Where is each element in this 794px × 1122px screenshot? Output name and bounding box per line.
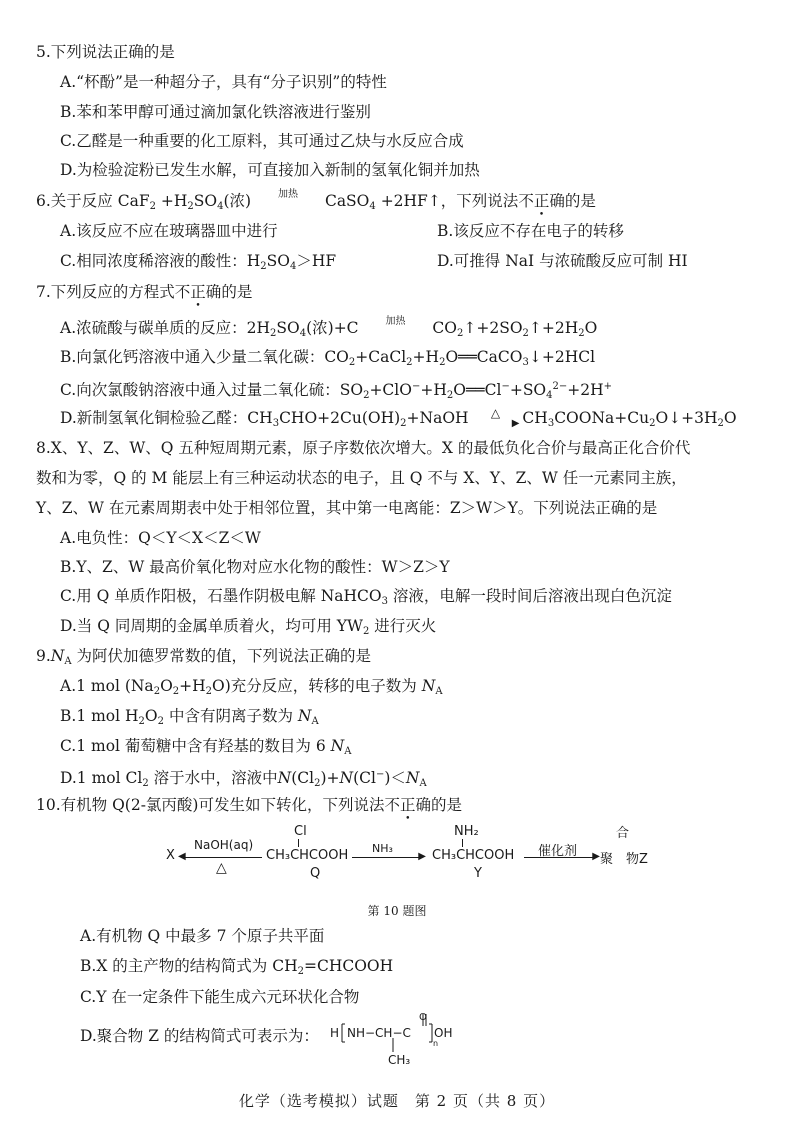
q7-option-b: B.向氯化钙溶液中通入少量二氧化碳：$CO_2+CaCl_2+H_2O══CaCO_3↓+2HCl$ (60, 348, 596, 368)
compound-q-label: Q (310, 866, 321, 881)
q6-stem: 6.关于反应 $CaF_2 +H_2SO_4$(浓) 加热 CaSO$_4$ +2HF↑，下列说法不正确的是 (36, 189, 596, 212)
figure-caption: 第 10 题图 (367, 904, 427, 918)
q8-option-c: C.用 Q 单质作阳极，石墨作阴极电解 NaHCO$_3$ 溶液，电解一段时间后溶液出现白色沉淀 (60, 587, 672, 607)
reagent-nh3: NH₃ (372, 842, 393, 855)
arrow-right-2: ▶ (524, 857, 596, 858)
delta-symbol: △ (216, 860, 227, 876)
svg-text:O: O (419, 1012, 427, 1023)
q10-stem: 10.有机物 Q(2-氯丙酸)可发生如下转化，下列说法不正确的是 (36, 796, 463, 814)
q5-option-a: A.“杯酚”是一种超分子，具有“分子识别”的特性 (60, 73, 387, 91)
emphasis-text: 不正确 (384, 796, 431, 814)
amino-substituent: NH₂ (454, 824, 479, 839)
q6-option-d: D.可推得 NaI 与浓硫酸反应可制 HI (437, 252, 688, 270)
q9-option-d: D.1 mol $Cl_2$ 溶于水中，溶液中$N(Cl_2)+N(Cl^-)<N_A$ (60, 769, 427, 789)
q8-stem-line-1: 8.X、Y、Z、W、Q 五种短周期元素，原子序数依次增大。X 的最低负化合价与最高正化合价代 (36, 439, 691, 457)
q6-option-c: C.相同浓度稀溶液的酸性：$H_2SO_4>HF$ (60, 252, 337, 272)
compound-q-formula: CH₃CHCOOH (266, 848, 349, 863)
compound-x: X (166, 848, 175, 863)
q8-option-d: D.当 Q 同周期的金属单质着火，均可用 $YW_2$ 进行灭火 (60, 617, 437, 637)
q10-option-c: C.Y 在一定条件下能生成六元环状化合物 (80, 988, 360, 1006)
q7-option-c: C.向次氯酸钠溶液中通入过量二氧化硫：$SO_2+ClO^-+H_2O══Cl^-+SO_4^{2-}+2H^+$ (60, 381, 613, 401)
svg-text:CH₃: CH₃ (388, 1053, 411, 1067)
q5-option-b: B.苯和苯甲醇可通过滴加氯化铁溶液进行鉴别 (60, 103, 371, 121)
q9-stem: $9.N_A$ 为阿伏加德罗常数的值，下列说法正确的是 (36, 647, 372, 667)
page-footer: 化学（选考模拟）试题 第 2 页（共 8 页） (238, 1092, 556, 1110)
q5-option-c: C.乙醛是一种重要的化工原料，其可通过乙炔与水反应合成 (60, 132, 464, 150)
polymer-structure-drawing (330, 1012, 470, 1072)
q5-stem: 5.下列说法正确的是 (36, 43, 175, 61)
q9-option-b: B.1 mol $H_2O_2$ 中含有阴离子数为 $N_A$ (60, 707, 319, 727)
q9-option-a: A.1 mol $(Na_2O_2+H_2O)$充分反应，转移的电子数为 $N_A$ (60, 677, 443, 697)
emphasis-text: 不正确 (174, 283, 222, 301)
emphasis-text: 不正确 (518, 192, 565, 210)
q5-option-d: D.为检验淀粉已发生水解，可直接加入新制的氢氧化铜并加热 (60, 161, 480, 179)
q7-option-d: D.新制氢氧化铜检验乙醛：$CH_3CHO+2Cu(OH)_2+NaOH$ △ ▶ $CH_3COONa+Cu_2O↓+3H_2O$ (60, 406, 737, 429)
arrow-right-1: ▶ (352, 857, 422, 858)
q7-option-a: A.浓硫酸与碳单质的反应：$2H_2SO_4$(浓)+C 加热 $CO_2↑+2SO_2↑+2H_2O$ (60, 316, 598, 339)
svg-text:H: H (330, 1026, 340, 1040)
reagent-naoh: NaOH(aq) (194, 838, 254, 852)
arrow-left: ◀ (182, 857, 262, 858)
compound-y-formula: CH₃CHCOOH (432, 848, 515, 863)
q10-option-d: D.聚合物 Z 的结构简式可表示为： (80, 1027, 319, 1045)
q8-stem-line-2: 数和为零，Q 的 M 能层上有三种运动状态的电子，且 Q 不与 X、Y、Z、W 任一元素同主族， (36, 469, 687, 487)
catalyst-label: 催化剂 (538, 844, 578, 859)
polymer-char: 合 (616, 826, 630, 841)
q6-option-b: B.该反应不存在电子的转移 (437, 222, 624, 240)
svg-text:n: n (433, 1039, 439, 1048)
polymer-z-structure (330, 1012, 470, 1072)
chlorine-substituent: Cl (294, 824, 307, 839)
q8-option-a: A.电负性：Q＜Y＜X＜Z＜W (60, 529, 261, 547)
q8-stem-line-3: Y、Z、W 在元素周期表中处于相邻位置，其中第一电离能：Z＞W＞Y。下列说法正确的是 (36, 499, 658, 517)
q7-stem: 7.下列反应的方程式不正确的是 (36, 283, 253, 301)
svg-text:OH: OH (434, 1026, 453, 1040)
q10-reaction-scheme (160, 820, 680, 880)
q10-option-a: A.有机物 Q 中最多 7 个原子共平面 (80, 927, 325, 945)
compound-y-label: Y (474, 866, 482, 881)
q6-option-a: A.该反应不应在玻璃器皿中进行 (60, 222, 278, 240)
q10-option-b: B.X 的主产物的结构简式为 $CH_2=CHCOOH$ (80, 957, 394, 977)
q9-option-c: C.1 mol 葡萄糖中含有羟基的数目为 6 $N_A$ (60, 737, 352, 757)
compound-z-label: 聚 物Z (600, 852, 648, 867)
svg-text:NH−CH−C: NH−CH−C (347, 1026, 411, 1040)
q8-option-b: B.Y、Z、W 最高价氧化物对应水化物的酸性：W＞Z＞Y (60, 558, 450, 576)
